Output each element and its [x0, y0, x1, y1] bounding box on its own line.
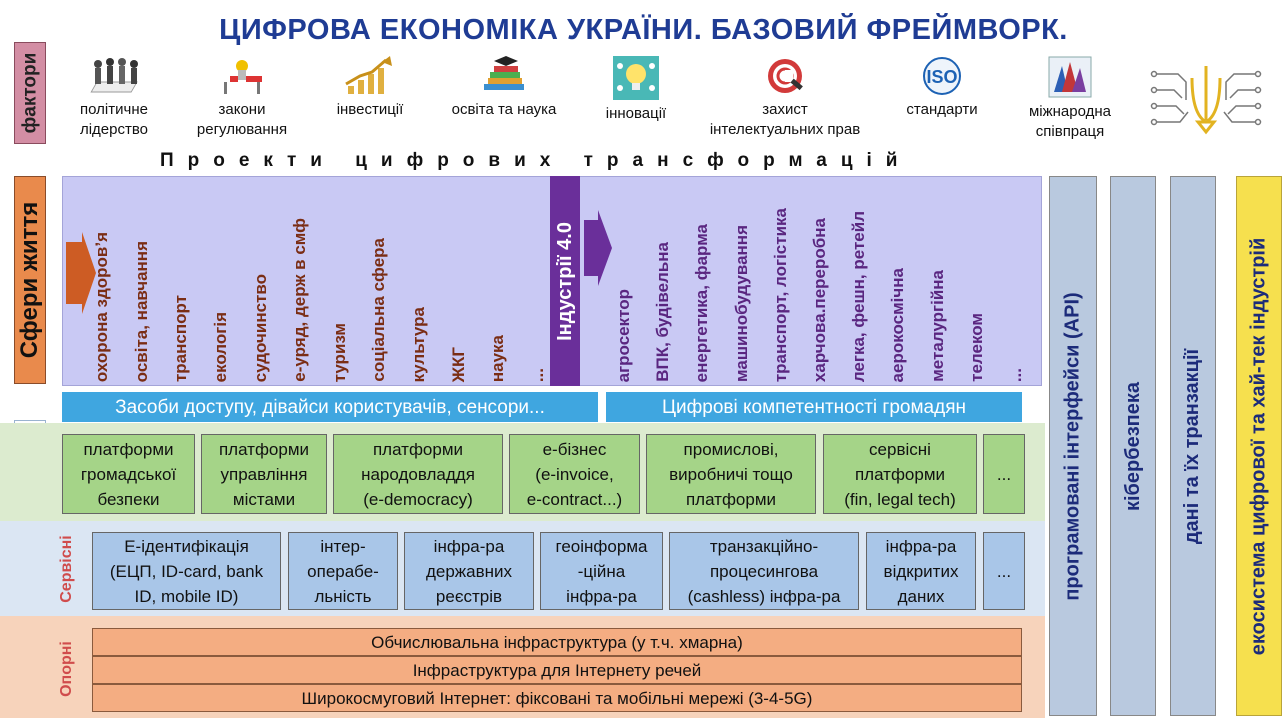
- industry-item: телеком: [966, 313, 986, 382]
- industry-item: ...: [1005, 367, 1025, 382]
- sphere-item: культура: [409, 306, 428, 382]
- trident-circuit-icon: [1148, 60, 1264, 136]
- support-row: Інфраструктура для Інтернету речей: [92, 656, 1022, 684]
- service-box: транзакційно- процесингова (cashless) інфра-ра: [669, 532, 859, 610]
- books-graduate-icon: [474, 56, 534, 96]
- arrow-right-icon: [584, 210, 612, 286]
- industry-item: енергетика, фарма: [692, 223, 712, 382]
- industry-item: металургійна: [927, 270, 947, 382]
- sphere-item: е-уряд, держ в смф: [290, 218, 310, 382]
- service-box: Е-ідентифікація (ЕЦП, ID-card, bank ID, mobile ID): [92, 532, 281, 610]
- sphere-item: наука: [488, 334, 508, 382]
- iso-text: ISO: [926, 67, 958, 87]
- data-transactions-column: дані та їх транзакції: [1170, 176, 1216, 716]
- industry-item: агросектор: [614, 288, 633, 382]
- platform-box: платформи народовладдя (e-democracy): [333, 434, 503, 514]
- platform-box: сервісні платформи (fin, legal tech): [823, 434, 977, 514]
- support-row: Широкосмуговий Інтернет: фіксовані та мобільні мережі (3-4-5G): [92, 684, 1022, 712]
- digital-competence-bar: Цифрові компетентності громадян: [606, 392, 1022, 422]
- sphere-item: туризм: [329, 322, 349, 382]
- sphere-item: охорона здоров’я: [92, 231, 111, 382]
- sphere-item: ЖКГ: [448, 346, 468, 382]
- cybersecurity-column: кібербезпека: [1110, 176, 1156, 716]
- ecosystem-column: екосистема цифрової та хай-тек індустрій: [1236, 176, 1282, 716]
- factor-intl-cooperation: міжнародна співпраця: [1010, 56, 1130, 142]
- lightbulb-icon: [611, 56, 661, 100]
- iso-icon: [914, 56, 970, 96]
- support-row: Обчислювальна інфраструктура (у т.ч. хмарна): [92, 628, 1022, 656]
- factor-innovation: інновації: [586, 56, 686, 124]
- platform-box: платформи управління містами: [201, 434, 327, 514]
- factor-investment: інвестиції: [320, 56, 420, 120]
- factor-ip-protection: захист інтелектуальних прав: [700, 56, 870, 140]
- factors-row: [60, 56, 1260, 146]
- industry-item: машинобудування: [731, 225, 751, 382]
- industry-item: ВПК, будівельна: [653, 242, 673, 382]
- sphere-item: соціальна сфера: [369, 238, 389, 382]
- sphere-item: судочинство: [250, 273, 270, 382]
- sphere-item: освіта, навчання: [131, 240, 151, 382]
- api-column: програмовані інтерфейси (API): [1049, 176, 1097, 716]
- growth-chart-icon: [340, 56, 400, 96]
- services-label: Сервісні: [58, 535, 76, 603]
- factor-standards: ISO стандарти: [892, 56, 992, 120]
- page-title: ЦИФРОВА ЕКОНОМІКА УКРАЇНИ. БАЗОВИЙ ФРЕЙМВОРК.: [219, 14, 1068, 46]
- construction-worker-icon: [212, 56, 272, 96]
- factor-law-regulation: закони регулювання: [182, 56, 302, 140]
- service-box: ...: [983, 532, 1025, 610]
- industry-item: аерокосмічна: [888, 267, 908, 382]
- flags-icon: [1048, 56, 1092, 98]
- spheres-left-list: [92, 182, 548, 382]
- copyright-icon: [763, 56, 807, 96]
- service-box: інтер- операбе- льність: [288, 532, 398, 610]
- platform-box: промислові, виробничі тощо платформи: [646, 434, 816, 514]
- access-devices-bar: Засоби доступу, дівайси користувачів, сенсори...: [62, 392, 598, 422]
- platform-box: ...: [983, 434, 1025, 514]
- support-label: Опорні: [58, 641, 76, 697]
- factor-political-leadership: політичне лідерство: [60, 56, 168, 140]
- sphere-item: ...: [527, 367, 547, 382]
- industry-item: транспорт, логістика: [770, 207, 790, 382]
- service-box: інфра-ра державних реєстрів: [404, 532, 534, 610]
- service-box: інфра-ра відкритих даних: [866, 532, 976, 610]
- industry-item: легка, фешн, ретейл: [849, 210, 869, 382]
- sphere-item: екологія: [210, 311, 230, 382]
- sphere-item: транспорт: [171, 294, 191, 382]
- projects-header: Проекти цифрових трансформацій: [160, 150, 912, 171]
- industry40-band: Індустрії 4.0: [550, 176, 580, 386]
- platform-box: платформи громадської безпеки: [62, 434, 195, 514]
- spheres-label: Сфери життя: [14, 176, 46, 384]
- people-queue-icon: [84, 56, 144, 96]
- factor-education-science: освіта та наука: [438, 56, 570, 120]
- industry-item: харчова.переробна: [809, 217, 829, 382]
- spheres-right-list: [614, 182, 1026, 382]
- service-box: геоінформа -ційна інфра-ра: [540, 532, 663, 610]
- platform-box: е-бізнес (e-invoice, e-contract...): [509, 434, 640, 514]
- factors-label: фактори: [14, 42, 46, 144]
